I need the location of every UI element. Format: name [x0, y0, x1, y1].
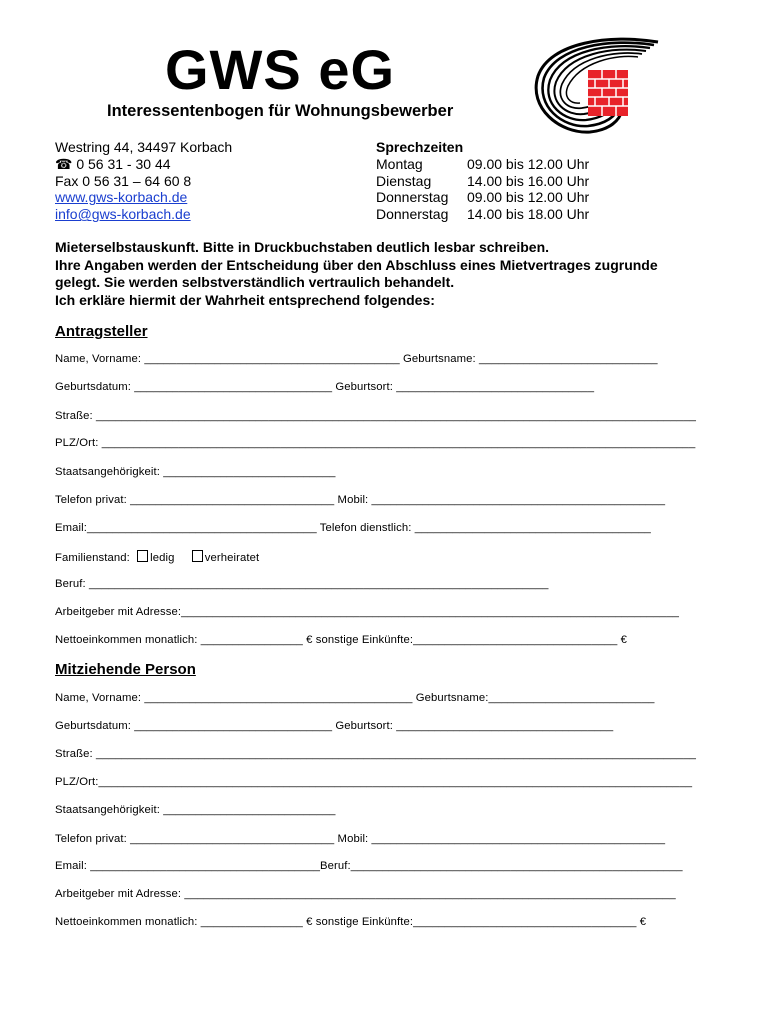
office-hours — [376, 139, 589, 223]
form-subtitle: Interessentenbogen für Wohnungsbewerber — [107, 102, 454, 120]
field-employer[interactable]: Arbeitgeber mit Adresse: _____________________________________________________________________________ — [55, 888, 676, 900]
field-employer[interactable]: Arbeitgeber mit Adresse:______________________________________________________________________________ — [55, 606, 679, 618]
field-street[interactable]: Straße: ______________________________________________________________________________________________ — [55, 410, 696, 422]
section-cohabitant: Mitziehende Person — [55, 661, 196, 678]
hours-row: Dienstag 14.00 bis 16.00 Uhr — [376, 172, 590, 189]
company-name: GWS eG — [165, 38, 396, 101]
field-phone[interactable]: Telefon privat: ________________________________ Mobil: ______________________________________________ — [55, 833, 666, 845]
field-family-status: Familienstand: ledig verheiratet — [55, 552, 260, 564]
field-email-job[interactable]: Email: ____________________________________Beruf:____________________________________________________ — [55, 860, 683, 872]
office-hours-title: Sprechzeiten — [376, 139, 464, 155]
intro-text: Mieterselbstauskunft. Bitte in Druckbuchstaben deutlich lesbar schreiben. Ihre Angaben werden der Entscheidung über den Abschluss eines Mietvertrages zugrunde gelegt. Sie werden selbstverständlich vertraulich behandelt. Ich erkläre hiermit der Wahrheit entsprechend folgendes: — [55, 239, 658, 308]
field-name[interactable]: Name, Vorname: __________________________________________ Geburtsname:__________________________ — [55, 692, 655, 704]
field-email[interactable]: Email:____________________________________ Telefon dienstlich: _____________________________________ — [55, 522, 651, 534]
field-income[interactable]: Nettoeinkommen monatlich: ________________ € sonstige Einkünfte:________________________________ € — [55, 634, 627, 646]
phone: ☎ 0 56 31 - 30 44 — [55, 155, 171, 172]
address: Westring 44, 34497 Korbach — [55, 139, 233, 155]
field-birth[interactable]: Geburtsdatum: _______________________________ Geburtsort: _______________________________ — [55, 381, 595, 393]
field-nationality[interactable]: Staatsangehörigkeit: ___________________________ — [55, 804, 336, 816]
hours-row: Donnerstag 14.00 bis 18.00 Uhr — [376, 206, 590, 223]
field-job[interactable]: Beruf: ________________________________________________________________________ — [55, 578, 549, 590]
field-street[interactable]: Straße: ______________________________________________________________________________________________ — [55, 748, 696, 760]
field-name[interactable]: Name, Vorname: ________________________________________ Geburtsname: ____________________________ — [55, 353, 658, 365]
website-link[interactable]: www.gws-korbach.de — [55, 189, 188, 206]
field-phone[interactable]: Telefon privat: ________________________________ Mobil: ______________________________________________ — [55, 494, 666, 506]
fax: Fax 0 56 31 – 64 60 8 — [55, 172, 192, 189]
field-zip-city[interactable]: PLZ/Ort:_____________________________________________________________________________________________ — [55, 776, 693, 788]
hours-row: Montag 09.00 bis 12.00 Uhr — [376, 155, 590, 172]
field-zip-city[interactable]: PLZ/Ort: _____________________________________________________________________________________________ — [55, 437, 696, 449]
section-applicant: Antragsteller — [55, 323, 148, 340]
field-nationality[interactable]: Staatsangehörigkeit: ___________________________ — [55, 466, 336, 478]
contact-block — [55, 139, 232, 223]
email-link[interactable]: info@gws-korbach.de — [55, 206, 191, 223]
field-birth[interactable]: Geburtsdatum: _______________________________ Geburtsort: __________________________________ — [55, 720, 614, 732]
hours-row: Donnerstag 09.00 bis 12.00 Uhr — [376, 189, 590, 206]
checkbox-married[interactable] — [192, 550, 203, 562]
field-income[interactable]: Nettoeinkommen monatlich: ________________ € sonstige Einkünfte:___________________________________ € — [55, 916, 647, 928]
checkbox-single[interactable] — [137, 550, 148, 562]
company-logo — [530, 36, 660, 140]
